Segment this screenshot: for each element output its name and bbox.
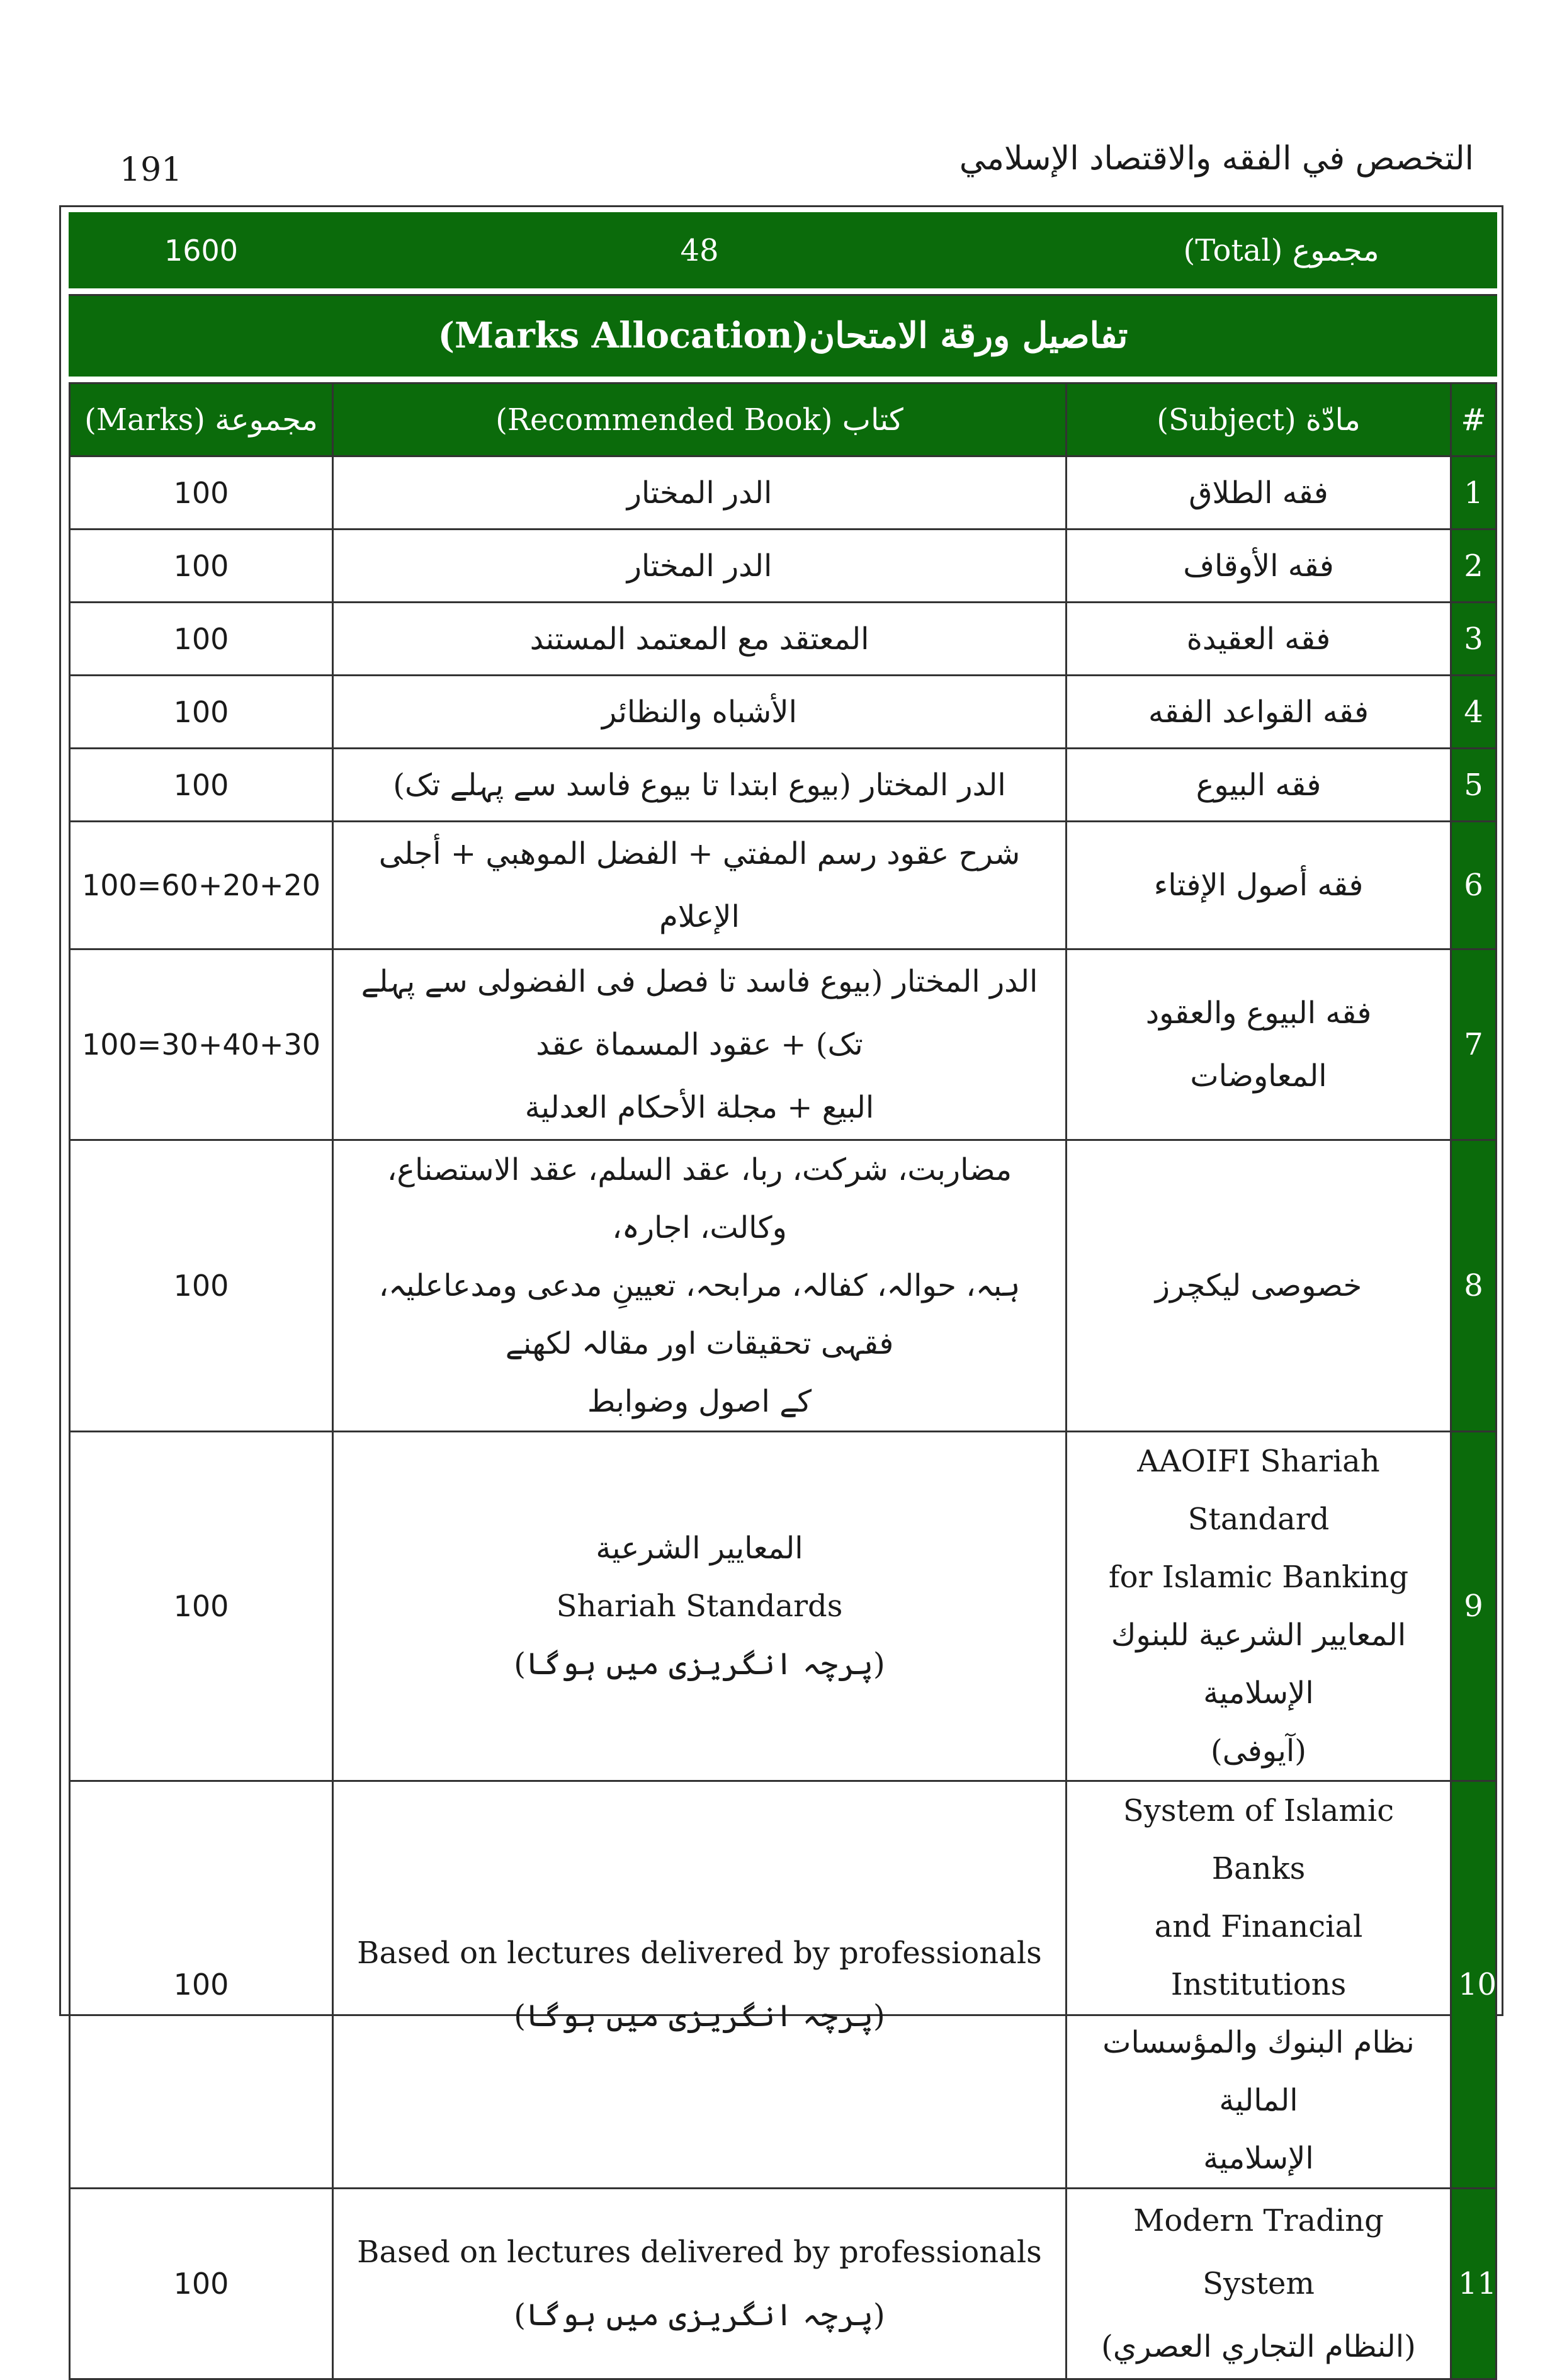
table-row	[70, 749, 1497, 822]
table-frame	[59, 205, 1503, 2364]
row-number: 11	[1451, 2189, 1497, 2379]
table-row	[70, 2189, 1497, 2379]
row-book	[333, 822, 1067, 949]
header-number: #	[1451, 383, 1497, 456]
section-title: تفاصيل ورقة الامتحان(Marks Allocation)	[70, 295, 1497, 376]
row-book-line: (پرچہ انگریزی میں ہوگا)	[514, 1646, 885, 1682]
table-row	[70, 1432, 1497, 1781]
row-subject	[1067, 1140, 1451, 1432]
row-book-line: البيع + مجلة الأحكام العدلية	[524, 1090, 874, 1125]
row-book-line: Shariah Standards	[556, 1589, 843, 1624]
row-subject-line: فقه البيوع	[1196, 767, 1321, 803]
row-number: 9	[1451, 1432, 1497, 1781]
row-marks: 100	[70, 2189, 333, 2379]
row-subject	[1067, 749, 1451, 822]
row-subject-line: المعايير الشرعية للبنوك الإسلامية	[1111, 1618, 1406, 1711]
row-book-line: (پرچہ انگریزی میں ہوگا)	[514, 2298, 885, 2333]
row-marks: 100	[70, 456, 333, 530]
row-subject-line: فقه البيوع والعقود المعاوضات	[1145, 995, 1372, 1094]
row-subject	[1067, 676, 1451, 749]
row-subject-line: نظام البنوك والمؤسسات المالية	[1102, 2025, 1415, 2118]
table-row	[70, 822, 1497, 949]
row-book-line: شرح عقود رسم المفتي + الفضل الموهبي + أجلى الإعلام	[378, 836, 1021, 934]
row-marks: 100	[70, 749, 333, 822]
row-subject	[1067, 456, 1451, 530]
row-subject	[1067, 949, 1451, 1140]
row-marks: 100	[70, 1140, 333, 1432]
column-header-row	[70, 383, 1497, 456]
row-book-line: ہبہ، حوالہ، کفالہ، مرابحہ، تعیینِ مدعی ومدعاعلیہ، فقہی تحقیقات اور مقالہ لکھنے	[378, 1268, 1021, 1361]
row-book-line: الدر المختار (بیوع ابتدا تا بیوع فاسد سے پہلے تک)	[393, 767, 1006, 803]
row-number: 6	[1451, 822, 1497, 949]
row-subject-line: فقه الأوقاف	[1183, 548, 1334, 584]
row-marks: 100=60+20+20	[70, 822, 333, 949]
table-row	[70, 676, 1497, 749]
row-book	[333, 1140, 1067, 1432]
table-row	[70, 1781, 1497, 2189]
row-number: 2	[1451, 530, 1497, 603]
row-number: 1	[1451, 456, 1497, 530]
row-subject-line: (النظام التجاري العصري)	[1101, 2329, 1416, 2364]
row-book-line: (پرچہ انگریزی میں ہوگا)	[514, 1998, 885, 2034]
section-title-row	[70, 295, 1497, 376]
row-book	[333, 603, 1067, 676]
row-book	[333, 1432, 1067, 1781]
row-subject	[1067, 1781, 1451, 2189]
row-subject-line: فقه القواعد الفقه	[1148, 694, 1369, 730]
row-book	[333, 530, 1067, 603]
row-marks: 100	[70, 530, 333, 603]
row-subject-line: for Islamic Banking	[1108, 1560, 1409, 1595]
table-row	[70, 949, 1497, 1140]
table-row	[70, 456, 1497, 530]
row-number: 4	[1451, 676, 1497, 749]
table-row	[70, 603, 1497, 676]
row-number: 5	[1451, 749, 1497, 822]
page-number: 191	[120, 151, 183, 189]
row-book-line: المعتقد مع المعتمد المستند	[529, 621, 869, 657]
row-subject-line: خصوصی لیکچرز	[1155, 1268, 1362, 1303]
row-subject	[1067, 822, 1451, 949]
table-row	[70, 530, 1497, 603]
row-book-line: الدر المختار	[626, 475, 773, 511]
row-book-line: المعايير الشرعية	[596, 1531, 803, 1566]
row-book	[333, 949, 1067, 1140]
row-book-line: Based on lectures delivered by professionals	[357, 2235, 1042, 2270]
running-title: التخصص في الفقه والاقتصاد الإسلامي	[959, 140, 1474, 178]
row-marks: 100	[70, 1432, 333, 1781]
row-book-line: الدر المختار (بیوع فاسد تا فصل فی الفضولی سے پہلے تک) + عقود المسماة عقد	[361, 964, 1038, 1062]
row-book	[333, 456, 1067, 530]
marks-table	[69, 212, 1497, 2380]
row-number: 7	[1451, 949, 1497, 1140]
row-subject-line: فقه أصول الإفتاء	[1153, 868, 1364, 903]
row-marks: 100=30+40+30	[70, 949, 333, 1140]
row-book-line: مضاربت، شرکت، ربا، عقد السلم، عقد الاستصناع، وکالت، اجارہ،	[387, 1152, 1012, 1245]
row-book	[333, 749, 1067, 822]
row-subject-line: فقه الطلاق	[1189, 475, 1328, 511]
row-book	[333, 2189, 1067, 2379]
row-subject-line: AAOIFI Shariah Standard	[1137, 1444, 1380, 1537]
header-marks: مجموعة (Marks)	[70, 383, 333, 456]
row-book	[333, 676, 1067, 749]
row-book	[333, 1781, 1067, 2189]
table-row	[70, 1140, 1497, 1432]
row-book-line: الأشباه والنظائر	[602, 694, 797, 730]
row-subject-line: and Financial Institutions	[1154, 1909, 1363, 2002]
header-subject: مادّة (Subject)	[1067, 383, 1451, 456]
row-subject-line: (آیوفی)	[1211, 1733, 1306, 1769]
row-subject	[1067, 530, 1451, 603]
row-number: 3	[1451, 603, 1497, 676]
row-subject	[1067, 603, 1451, 676]
header-book: كتاب (Recommended Book)	[333, 383, 1067, 456]
row-marks: 100	[70, 603, 333, 676]
row-book-line: کے اصول وضوابط	[587, 1384, 812, 1419]
row-subject-line: الإسلامية	[1203, 2141, 1314, 2176]
total-label: مجموع (Total)	[1067, 213, 1497, 288]
total-subjects: 48	[333, 213, 1067, 288]
totals-row	[70, 213, 1497, 288]
row-subject-line: فقه العقيدة	[1186, 621, 1331, 657]
total-marks: 1600	[70, 213, 333, 288]
row-marks: 100	[70, 1781, 333, 2189]
row-subject	[1067, 1432, 1451, 1781]
row-book-line: Based on lectures delivered by professionals	[357, 1935, 1042, 1971]
row-subject-line: Modern Trading System	[1133, 2203, 1384, 2301]
row-subject	[1067, 2189, 1451, 2379]
row-number: 10	[1451, 1781, 1497, 2189]
row-marks: 100	[70, 676, 333, 749]
row-subject-line: System of Islamic Banks	[1123, 1793, 1395, 1886]
row-number: 8	[1451, 1140, 1497, 1432]
row-book-line: الدر المختار	[626, 548, 773, 584]
